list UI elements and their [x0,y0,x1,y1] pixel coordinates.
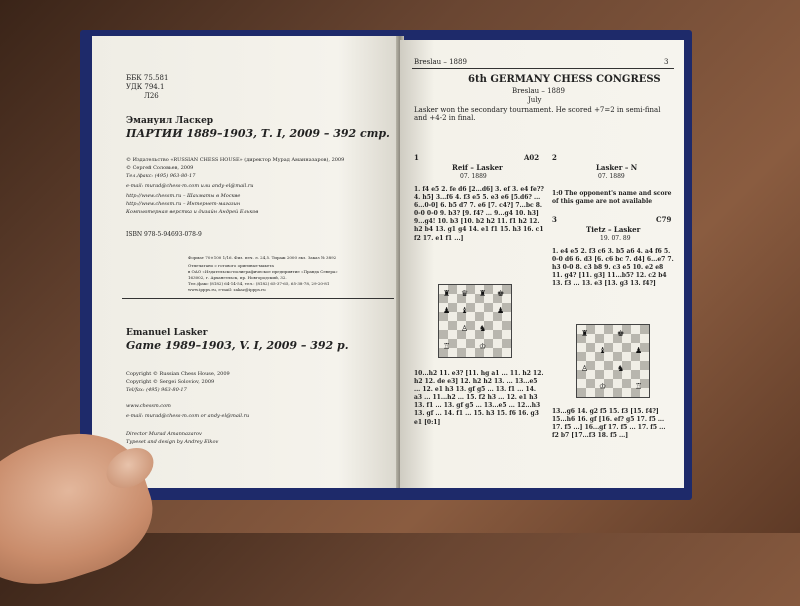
game-moves: 10...h2 11. e3? [11. hg a1 ... 11. h2 12. h2 12. de e3] 12. h2 h2 13. ... 13...e5 ... 12. e1 h3 13. gf g5 ... 13. f1 ... 14. a3 ... 11...h2 ... 15. f2 h3 ... 12. e1 h3 13. f1 ... 13. gf g5 ... 13...e5 ... 12...h3 13. gf ... 14. f1 ... 15. h3 15. f6 16. g3 e1 [0:1] [414,370,544,426]
header-rule [412,68,674,69]
divider [122,298,394,299]
chess-piece-icon: ♛ [461,289,469,298]
catalog-line: Л26 [144,92,159,100]
ru-credit-line: © Издательство «RUSSIAN CHESS HOUSE» (директор Мурад Аманназаров), 2009 [126,157,345,163]
print-info-line: www.ippps.ru, e-mail: zakaz@ippps.ru [188,287,266,292]
game-number: 2 [552,153,557,162]
game-moves: 1. f4 e5 2. fe d6 [2...d6] 3. ef 3. e4 fe?? 4. h5] 3...f6 4. f3 e5 5. e3 e6 [5.d6? ... 6...0-0] 6. b5 d7 7. e6 [7. c4?] 7...bc 8. 0-0 0-0 9. b3? [9. f4? ... 9...g4 10. h3] 9...g4! 10. b3 [10. b2 h2 11. f1 h2 12. h2 b4 13. g1 g4 14. e1 f1 15. h3 16. c1 f2 17. e1 f1 ...] [414,186,544,242]
chess-piece-icon: ♖ [635,382,643,391]
chess-piece-icon: ♞ [617,364,625,373]
print-info-line: Отпечатано с готового оригинал-макета [188,263,274,268]
chess-piece-icon: ♙ [461,324,469,333]
ru-title: ПАРТИИ 1889–1903, Т. I, 2009 – 392 стр. [126,127,390,140]
game-date: 19. 07. 89 [600,235,631,242]
chess-piece-icon: ♜ [443,289,451,298]
ru-credit-line: e-mail: murad@chess-m.com или andy-el@mail.ru [126,183,254,189]
isbn: ISBN 978-5-94693-078-9 [126,231,202,238]
chess-piece-icon: ♞ [479,324,487,333]
chess-piece-icon: ♝ [599,346,607,355]
chess-piece-icon: ♟ [443,306,451,315]
ru-credit-line: Компьютерная верстка и дизайн Андрей Ельков [126,209,259,215]
chess-piece-icon: ♜ [581,329,589,338]
chess-piece-icon: ♙ [581,364,589,373]
en-author: Emanuel Lasker [126,328,208,338]
chess-piece-icon: ♔ [599,382,607,391]
game-moves: 1. e4 e5 2. f3 c6 3. b5 a6 4. a4 f6 5. 0-0 d6 6. d3 [6. c6 bc 7. d4] 6...e7 7. h3 0-0 8. c3 b8 9. c3 e5 10. e2 e8 11. g4? [11. g3] 11...b5? 12. c2 b4 13. f3 ... 13. e3 [13. g3 13. f4?] [552,248,674,288]
left-page [92,36,400,488]
print-info-line: Формат 70×100 1/16. Физ. печ. л. 24,5. Тираж 2000 экз. Заказ № 3892 [188,255,337,260]
game-number: 1 [414,153,419,162]
game-moves: 13...g6 14. g2 f5 15. f3 [15. f4?] 15...h6 16. gf [16. ef? g5 17. f5 ... 17. f5 ...] 16...gf 17. f5 ... 17. f5 ... f2 b7 [17...f3 18. f5 ...] [552,408,666,440]
print-info-line: Тел./факс (8182) 64-14-54, тел.: (8182) 65-37-65, 65-38-78, 29-20-81 [188,281,330,286]
en-credit-line: e-mail: murad@chess-m.com or andy-el@mail.ru [126,413,250,419]
intro-text: Lasker won the secondary tournament. He scored +7=2 in semi-final and +4-2 in final. [414,106,661,123]
game-number: 3 [552,215,557,224]
ru-credit-line: http://www.chessm.ru – Шахматы в Москве [126,193,241,199]
section-month: July [528,96,542,104]
en-credit-line: www.chessm.com [126,403,171,409]
en-credit-line: Copyright © Sergei Soloviov, 2009 [126,379,215,385]
catalog-line: ББК 75.581 [126,74,169,82]
running-head: Breslau – 1889 [414,58,467,66]
chess-piece-icon: ♟ [497,306,505,315]
ru-credit-line: Тел./факс: (495) 963-80-17 [126,173,196,179]
section-subheading: Breslau – 1889 [512,87,565,95]
chess-diagram [438,284,512,358]
chess-piece-icon: ♜ [479,289,487,298]
chess-diagram [576,324,650,398]
eco-code: C79 [656,215,672,224]
game-date: 07. 1889 [598,173,625,180]
game-players: Reif – Lasker [452,163,503,172]
en-credit-line: Director Murad Amannazarov [126,431,202,437]
en-credit-line: Copyright © Russian Chess House, 2009 [126,371,230,377]
chess-piece-icon: ♟ [635,346,643,355]
en-credit-line: Typeset and design by Andrey Elkov [126,439,219,445]
section-heading: 6th GERMANY CHESS CONGRESS [468,74,661,85]
catalog-line: УДК 794.1 [126,83,165,91]
eco-code: A02 [524,153,540,162]
game-note: 1:0 The opponent's name and score of this game are not available [552,190,672,206]
game-date: 07. 1889 [460,173,487,180]
chess-piece-icon: ♝ [461,306,469,315]
game-players: Tietz – Lasker [586,225,641,234]
ru-author: Эмануил Ласкер [126,116,214,126]
en-credit-line: Tel/fax: (495) 963-80-17 [126,387,187,393]
en-title: Game 1989–1903, V. I, 2009 – 392 p. [126,339,349,352]
chess-piece-icon: ♚ [617,329,625,338]
chess-piece-icon: ♚ [497,289,505,298]
print-info-line: в ОАО «Издательско-полиграфическое предприятие «Правда Севера» [188,269,338,274]
chess-piece-icon: ♔ [479,342,487,351]
ru-credit-line: http://www.chessm.ru – Интернет-магазин [126,201,241,207]
game-players: Lasker – N [596,163,638,172]
print-info-line: 163002, г. Архангельск, пр. Новгородский, 32. [188,275,287,280]
chess-piece-icon: ♖ [443,342,451,351]
page-number: 3 [664,58,669,66]
ru-credit-line: © Сергей Соловьев, 2009 [126,165,194,171]
right-page [400,40,684,488]
